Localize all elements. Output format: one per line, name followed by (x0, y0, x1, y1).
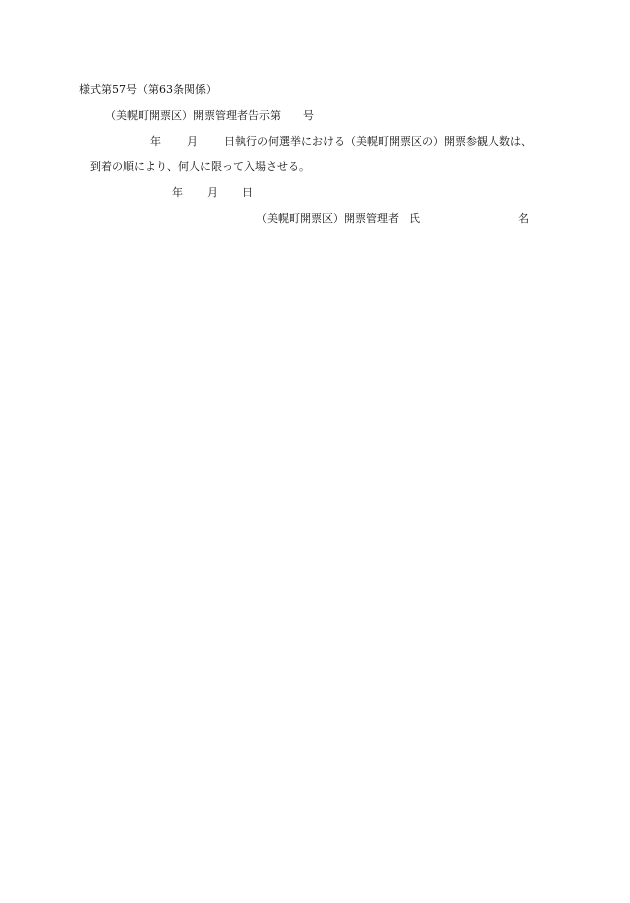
body-year: 年 (150, 135, 161, 148)
date-month: 月 (207, 186, 218, 199)
signer-name-last: 名 (518, 212, 529, 225)
signer-name-first: 氏 (409, 212, 420, 225)
date-day: 日 (242, 186, 253, 199)
notice-title-prefix: （美幌町開票区）開票管理者告示第 (105, 109, 281, 122)
notice-body-line-2: 到着の順により、何人に限って入場させる。 (90, 160, 310, 173)
notice-body-line-1 (150, 135, 532, 149)
date-year: 年 (172, 186, 183, 199)
signature-line (256, 212, 529, 226)
form-number: 様式第57号（第63条関係） (79, 83, 217, 96)
notice-title (105, 109, 314, 123)
notice-date (172, 186, 253, 200)
notice-title-suffix: 号 (303, 109, 314, 122)
body-month: 月 (187, 135, 198, 148)
body-line1-rest: 日執行の何選挙における（美幌町開票区の）開票参観人数は、 (224, 135, 532, 148)
signer-title: （美幌町開票区）開票管理者 (256, 212, 399, 225)
